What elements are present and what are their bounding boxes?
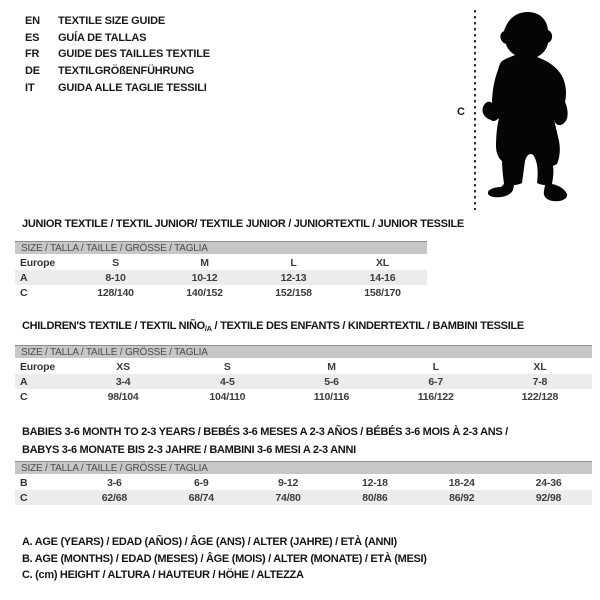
table-row-age-months bbox=[15, 475, 592, 490]
language-row-es bbox=[25, 30, 210, 47]
size-cell: 9-12 bbox=[277, 476, 299, 489]
size-cell: 12-13 bbox=[280, 271, 307, 284]
babies-size-header-bar bbox=[15, 461, 592, 474]
language-label: TEXTILE SIZE GUIDE bbox=[58, 15, 166, 28]
size-cell: 86/92 bbox=[449, 491, 475, 504]
size-cell: 62/68 bbox=[101, 491, 128, 504]
row-label-cell: Europe bbox=[20, 360, 55, 373]
language-label: GUÍA DE TALLAS bbox=[58, 31, 147, 44]
height-dashed-line bbox=[474, 10, 476, 210]
children-size-table bbox=[15, 359, 592, 404]
size-cell: 12-18 bbox=[361, 476, 388, 489]
table-row-europe bbox=[15, 255, 427, 270]
language-label: GUIDA ALLE TAGLIE TESSILI bbox=[58, 81, 207, 94]
language-label: TEXTILGRÖßENFÜHRUNG bbox=[58, 65, 195, 78]
footnote-legend bbox=[22, 536, 427, 586]
size-cell: 152/158 bbox=[275, 286, 312, 299]
language-row-en bbox=[25, 13, 210, 30]
size-cell: M bbox=[200, 256, 209, 269]
language-code: IT bbox=[25, 81, 35, 94]
children-section-heading bbox=[22, 320, 524, 333]
size-cell: S bbox=[223, 360, 231, 373]
language-row-it bbox=[25, 79, 210, 96]
toddler-silhouette bbox=[477, 8, 577, 208]
children-size-header-bar bbox=[15, 345, 592, 358]
row-label-cell: Europe bbox=[20, 256, 55, 269]
size-cell: 4-5 bbox=[220, 375, 235, 388]
language-code: ES bbox=[25, 31, 40, 44]
junior-section-heading: JUNIOR TEXTILE / TEXTIL JUNIOR/ TEXTILE JUNIOR / JUNIORTEXTIL / JUNIOR TESSILE bbox=[22, 218, 464, 230]
language-label: GUIDE DES TAILLES TEXTILE bbox=[58, 48, 210, 61]
table-row-height bbox=[15, 490, 592, 505]
size-cell: 3-4 bbox=[115, 375, 131, 388]
heading-text: / TEXTILE DES ENFANTS / KINDERTEXTIL / BAMBINI TESSILE bbox=[211, 320, 524, 332]
size-cell: XS bbox=[116, 360, 130, 373]
size-cell: 158/170 bbox=[364, 286, 401, 299]
size-cell: 92/98 bbox=[535, 491, 562, 504]
babies-section-heading bbox=[22, 423, 508, 459]
size-cell: XL bbox=[533, 360, 547, 373]
size-cell: 6-9 bbox=[193, 476, 209, 489]
size-cell: 128/140 bbox=[97, 286, 134, 299]
language-code: FR bbox=[25, 48, 40, 61]
size-cell: M bbox=[327, 360, 336, 373]
size-cell: 104/110 bbox=[209, 390, 246, 403]
size-cell: 6-7 bbox=[428, 375, 443, 388]
junior-size-header-bar bbox=[15, 241, 427, 254]
heading-subscript: /A bbox=[204, 324, 212, 333]
junior-size-table bbox=[15, 255, 427, 300]
size-cell: 140/152 bbox=[186, 286, 223, 299]
heading-text: CHILDREN'S TEXTILE / TEXTIL NIÑO bbox=[22, 320, 205, 332]
size-header-label: SIZE / TALLA / TAILLE / GRÖSSE / TAGLIA bbox=[21, 462, 208, 474]
size-cell: 7-8 bbox=[532, 375, 548, 388]
table-row-height bbox=[15, 285, 427, 300]
table-row-age bbox=[15, 374, 592, 389]
row-label-cell: C bbox=[20, 390, 28, 403]
language-code: EN bbox=[25, 15, 40, 28]
size-cell: L bbox=[290, 256, 297, 269]
row-label-cell: C bbox=[20, 286, 28, 299]
language-list bbox=[25, 13, 210, 96]
table-row-age bbox=[15, 270, 427, 285]
size-header-label: SIZE / TALLA / TAILLE / GRÖSSE / TAGLIA bbox=[21, 346, 208, 358]
row-label-cell: C bbox=[20, 491, 28, 504]
table-row-height bbox=[15, 389, 592, 404]
size-cell: 122/128 bbox=[521, 390, 559, 403]
height-label-c: C bbox=[457, 106, 465, 118]
size-cell: 14-16 bbox=[369, 271, 396, 284]
size-cell: 116/122 bbox=[417, 390, 454, 403]
size-cell: 110/116 bbox=[313, 390, 350, 403]
language-row-fr bbox=[25, 46, 210, 63]
size-cell: 18-24 bbox=[448, 476, 475, 489]
size-cell: 68/74 bbox=[188, 491, 214, 504]
heading-line-1: BABIES 3-6 MONTH TO 2-3 YEARS / BEBÉS 3-6 MESES A 2-3 AÑOS / BÉBÉS 3-6 MOIS À 2-3 ANS / bbox=[22, 426, 508, 438]
size-cell: 8-10 bbox=[105, 271, 126, 284]
heading-line-2: BABYS 3-6 MONATE BIS 2-3 JAHRE / BAMBINI 3-6 MESI A 2-3 ANNI bbox=[22, 444, 356, 456]
size-cell: 10-12 bbox=[191, 271, 218, 284]
row-label-cell: A bbox=[20, 375, 28, 388]
size-cell: 74/80 bbox=[275, 491, 301, 504]
language-code: DE bbox=[25, 65, 40, 78]
size-cell: S bbox=[112, 256, 119, 269]
babies-size-table bbox=[15, 475, 592, 505]
row-label-cell: A bbox=[20, 271, 28, 284]
size-cell: 80/86 bbox=[362, 491, 388, 504]
size-cell: L bbox=[432, 360, 439, 373]
size-cell: 98/104 bbox=[107, 390, 139, 403]
language-row-de bbox=[25, 63, 210, 80]
size-cell: 3-6 bbox=[107, 476, 122, 489]
footnote-c: C. (cm) HEIGHT / ALTURA / HAUTEUR / HÖHE / ALTEZZA bbox=[22, 569, 304, 581]
size-cell: 24-36 bbox=[535, 476, 562, 489]
size-header-label: SIZE / TALLA / TAILLE / GRÖSSE / TAGLIA bbox=[21, 242, 208, 254]
size-cell: 5-6 bbox=[324, 375, 339, 388]
row-label-cell: B bbox=[20, 476, 28, 489]
footnote-a: A. AGE (YEARS) / EDAD (AÑOS) / ÂGE (ANS) / ALTER (JAHRE) / ETÀ (ANNI) bbox=[22, 536, 397, 548]
footnote-b: B. AGE (MONTHS) / EDAD (MESES) / ÂGE (MOIS) / ALTER (MONATE) / ETÀ (MESI) bbox=[22, 552, 427, 565]
size-cell: XL bbox=[375, 256, 390, 269]
table-row-europe bbox=[15, 359, 592, 374]
